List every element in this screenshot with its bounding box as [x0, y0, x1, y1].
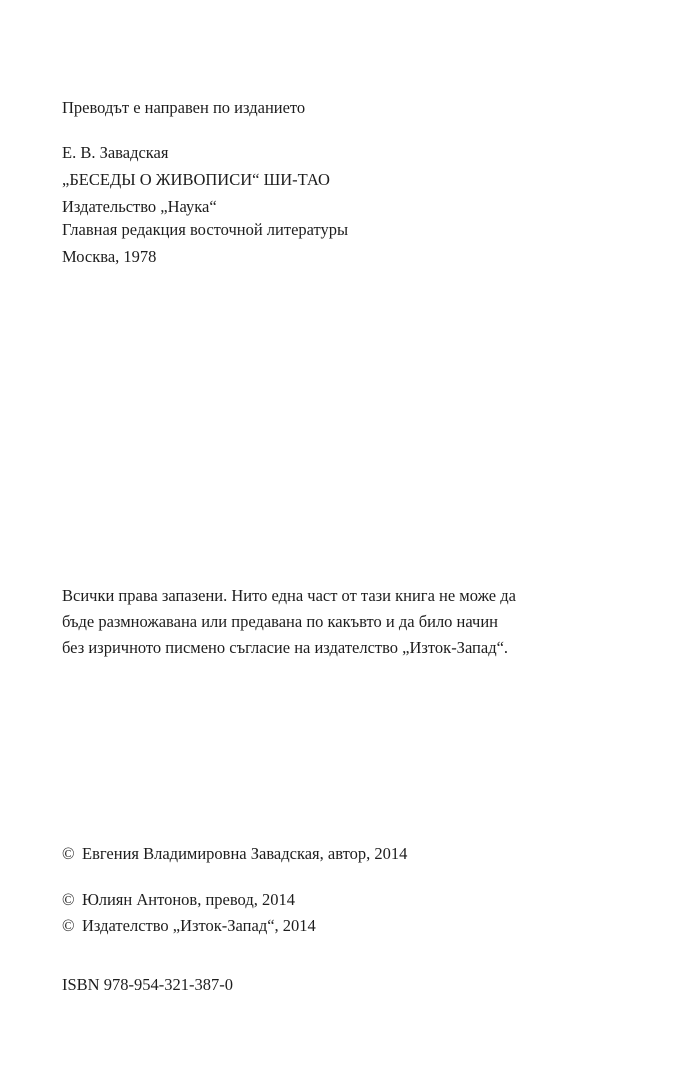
rights-notice-line: бъде размножавана или предавана по какъвто и да било начин	[62, 612, 499, 631]
rights-notice-line: без изричното писмено съгласие на издателство „Изток-Запад“.	[62, 638, 509, 657]
isbn: ISBN 978-954-321-387-0	[62, 975, 233, 994]
translation-source-intro: Преводът е направен по изданието	[62, 98, 306, 117]
original-division: Главная редакция восточной литературы	[62, 220, 349, 239]
copyright-translator	[62, 890, 295, 910]
copyright-symbol: ©	[62, 916, 75, 935]
rights-notice-line: Всички права запазени. Нито една част от тази книга не може да	[62, 586, 516, 605]
original-author: Е. В. Завадская	[62, 143, 169, 162]
original-publisher: Издательство „Наука“	[62, 197, 217, 216]
copyright-text: Издателство „Изток-Запад“, 2014	[82, 916, 316, 935]
copyright-text: Евгения Владимировна Завадская, автор, 2014	[82, 844, 408, 863]
original-place-year: Москва, 1978	[62, 247, 157, 266]
copyright-symbol: ©	[62, 844, 75, 863]
copyright-symbol: ©	[62, 890, 75, 909]
copyright-publisher	[62, 916, 316, 936]
copyright-text: Юлиян Антонов, превод, 2014	[82, 890, 295, 909]
original-title: „БЕСЕДЫ О ЖИВОПИСИ“ ШИ-ТАО	[62, 170, 330, 189]
copyright-author	[62, 844, 407, 864]
